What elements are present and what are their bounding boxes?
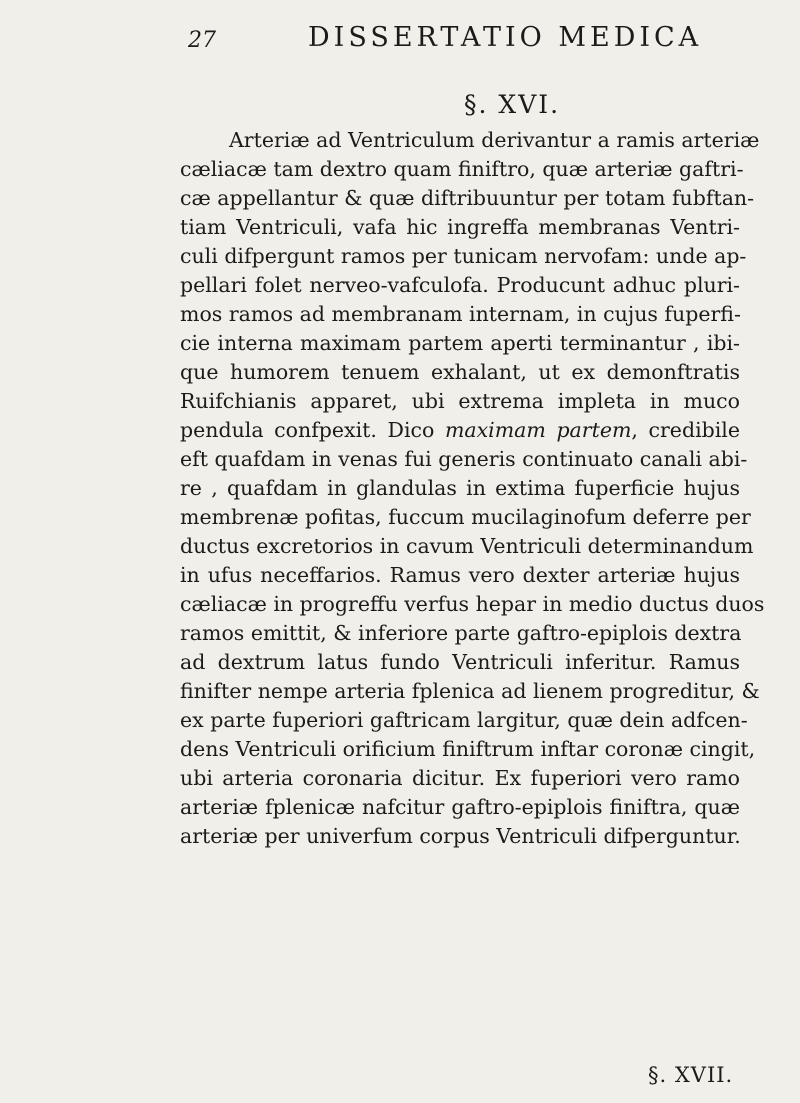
text-line: membrenæ pofitas, fuccum mucilaginofum deferre per: [180, 505, 751, 529]
body-paragraph: [180, 126, 765, 851]
text-line: in ufus neceffarios. Ramus vero dexter arteriæ hujus: [180, 563, 740, 587]
text-line: ubi arteria coronaria dicitur. Ex fuperiori vero ramo: [180, 766, 740, 790]
text-line: mos ramos ad membranam internam, in cujus fuperfi-: [180, 302, 741, 326]
text-line-with-emphasis: [180, 416, 740, 445]
text-line: ductus excretorios in cavum Ventriculi determinandum: [180, 534, 754, 558]
text-line: cæ appellantur & quæ diftribuuntur per totam fubftan-: [180, 186, 755, 210]
text-line: ex parte fuperiori gaftricam largitur, quæ dein adfcen-: [180, 708, 748, 732]
text-segment: pendula confpexit. Dico: [180, 418, 435, 442]
text-line: pellari folet nerveo-vafculofa. Producunt adhuc pluri-: [180, 273, 740, 297]
text-line: cæliacæ in progreffu verfus hepar in medio ductus duos: [180, 592, 765, 616]
text-line: ad dextrum latus fundo Ventriculi inferitur. Ramus: [180, 650, 740, 674]
text-line: finifter nempe arteria fplenica ad lienem progreditur, &: [180, 679, 760, 703]
text-line: arteriæ fplenicæ nafcitur gaftro-epiplois finiftra, quæ: [180, 795, 740, 819]
text-line: cæliacæ tam dextro quam finiftro, quæ arteriæ gaftri-: [180, 157, 744, 181]
text-segment: , credibile: [631, 418, 740, 442]
text-line: culi difpergunt ramos per tunicam nervofam: unde ap-: [180, 244, 747, 268]
page-number: 27: [188, 28, 216, 53]
text-line: tiam Ventriculi, vafa hic ingreffa membranas Ventri-: [180, 215, 740, 239]
section-heading: §. XVI.: [464, 90, 561, 119]
text-line: eft quafdam in venas fui generis continuato canali abi-: [180, 447, 748, 471]
text-line: que humorem tenuem exhalant, ut ex demonftratis: [180, 360, 740, 384]
text-line: re , quafdam in glandulas in extima fuperficie hujus: [180, 476, 740, 500]
text-line: Arteriæ ad Ventriculum derivantur a ramis arteriæ: [229, 128, 760, 152]
text-line: ramos emittit, & inferiore parte gaftro-epiplois dextra: [180, 621, 742, 645]
italic-emphasis: maximam partem: [444, 418, 632, 442]
catchword: §. XVII.: [648, 1063, 734, 1087]
text-line: Ruifchianis apparet, ubi extrema impleta in muco: [180, 389, 740, 413]
text-line: cie interna maximam partem aperti terminantur , ibi-: [180, 331, 740, 355]
text-line: dens Ventriculi orificium finiftrum inftar coronæ cingit,: [180, 737, 756, 761]
running-title: DISSERTATIO MEDICA: [308, 22, 703, 53]
text-line: arteriæ per univerfum corpus Ventriculi difperguntur.: [180, 824, 741, 848]
